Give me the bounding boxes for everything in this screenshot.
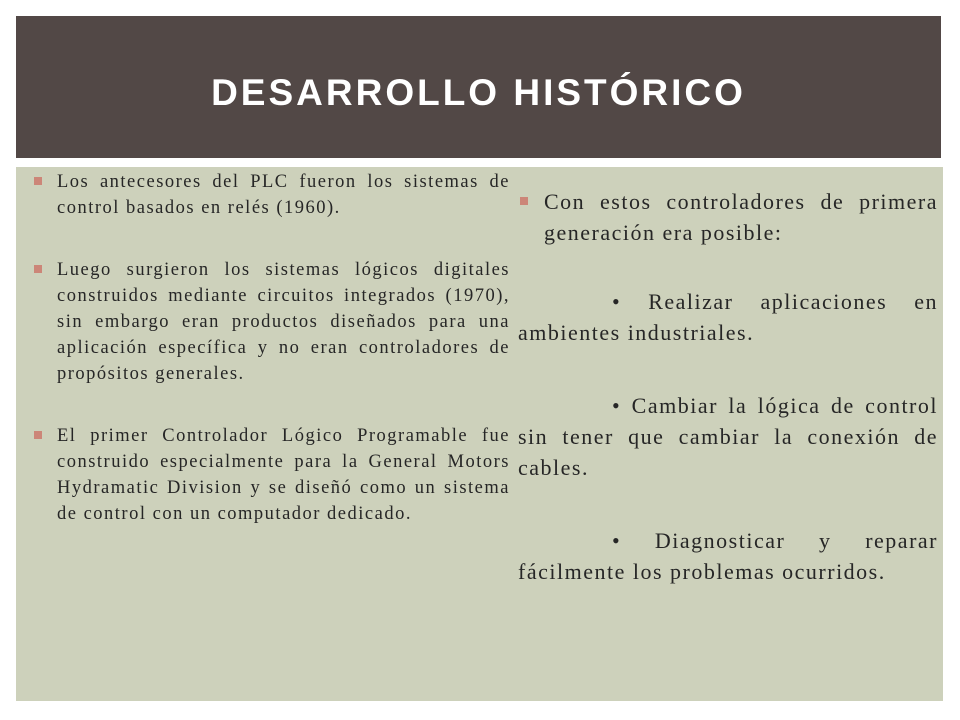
square-bullet-icon	[34, 265, 42, 273]
square-bullet-icon	[34, 177, 42, 185]
left-column	[34, 167, 510, 527]
right-point-logic-change: • Cambiar la lógica de control sin tener que cambiar la conexión de cables.	[518, 393, 938, 480]
right-point-industrial: • Realizar aplicaciones en ambientes industriales.	[518, 289, 938, 345]
right-column	[518, 167, 938, 587]
left-item-text: Los antecesores del PLC fueron los sistemas de control basados en relés (1960).	[57, 172, 510, 218]
content-panel	[16, 167, 943, 701]
left-item-text: El primer Controlador Lógico Programable fue construido especialmente para la General Motors Hydramatic Division y se diseñó como un sistema de control con un computador dedicado.	[57, 426, 510, 524]
left-item-text: Luego surgieron los sistemas lógicos digitales construidos mediante circuitos integrados (1970), sin embargo eran productos diseñados para una aplicación específica y no eran controladores de propósitos generales.	[57, 260, 510, 384]
title-bar	[16, 16, 941, 158]
slide-title: DESARROLLO HISTÓRICO	[211, 72, 746, 113]
left-item-digital-systems	[34, 257, 510, 387]
right-point-diagnose: • Diagnosticar y reparar fácilmente los problemas ocurridos.	[518, 528, 938, 584]
left-item-relays	[34, 169, 510, 221]
square-bullet-icon	[520, 197, 528, 205]
right-intro	[518, 186, 938, 248]
right-intro-text: Con estos controladores de primera generación era posible:	[544, 189, 938, 245]
square-bullet-icon	[34, 431, 42, 439]
left-item-first-plc	[34, 423, 510, 527]
